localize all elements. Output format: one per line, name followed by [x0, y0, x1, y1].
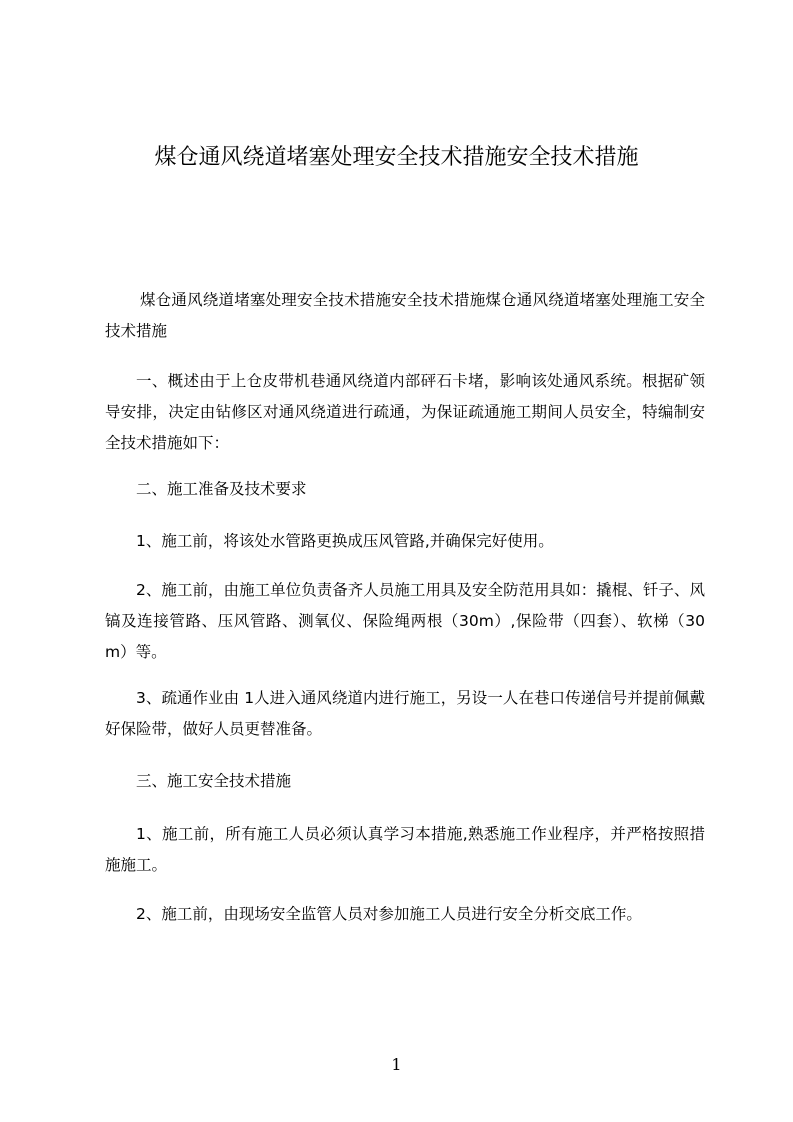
page-number: 1 — [391, 1055, 402, 1074]
document-title: 煤仓通风绕道堵塞处理安全技术措施安全技术措施 — [154, 145, 639, 170]
paragraph-safety-2: 2、施工前，由现场安全监管人员对参加施工人员进行安全分析交底工作。 — [136, 905, 642, 923]
paragraph-prep-3: 3、疏通作业由 1人进入通风绕道内进行施工，另设一人在巷口传递信号并提前佩戴好保险带，做好人员更替准备。 — [105, 689, 705, 738]
section-heading-safety: 三、施工安全技术措施 — [136, 772, 292, 790]
paragraph-prep-2: 2、施工前，由施工单位负责备齐人员施工用具及安全防范用具如：撬棍、钎子、风镐及连接管路、压风管路、测氧仪、保险绳两根（30m）,保险带（四套）、软梯（30m）等。 — [105, 581, 705, 661]
paragraph-overview: 一、概述由于上仓皮带机巷通风绕道内部砰石卡堵，影响该处通风系统。根据矿领导安排，决定由钻修区对通风绕道进行疏通，为保证疏通施工期间人员安全，特编制安全技术措施如下： — [105, 372, 705, 452]
section-heading-preparation: 二、施工准备及技术要求 — [136, 480, 307, 498]
paragraph-safety-1: 1、施工前，所有施工人员必须认真学习本措施,熟悉施工作业程序，并严格按照措施施工。 — [105, 825, 705, 874]
paragraph-intro: 煤仓通风绕道堵塞处理安全技术措施安全技术措施煤仓通风绕道堵塞处理施工安全技术措施 — [105, 291, 705, 340]
paragraph-prep-1: 1、施工前，将该处水管路更换成压风管路,并确保完好使用。 — [136, 532, 554, 550]
